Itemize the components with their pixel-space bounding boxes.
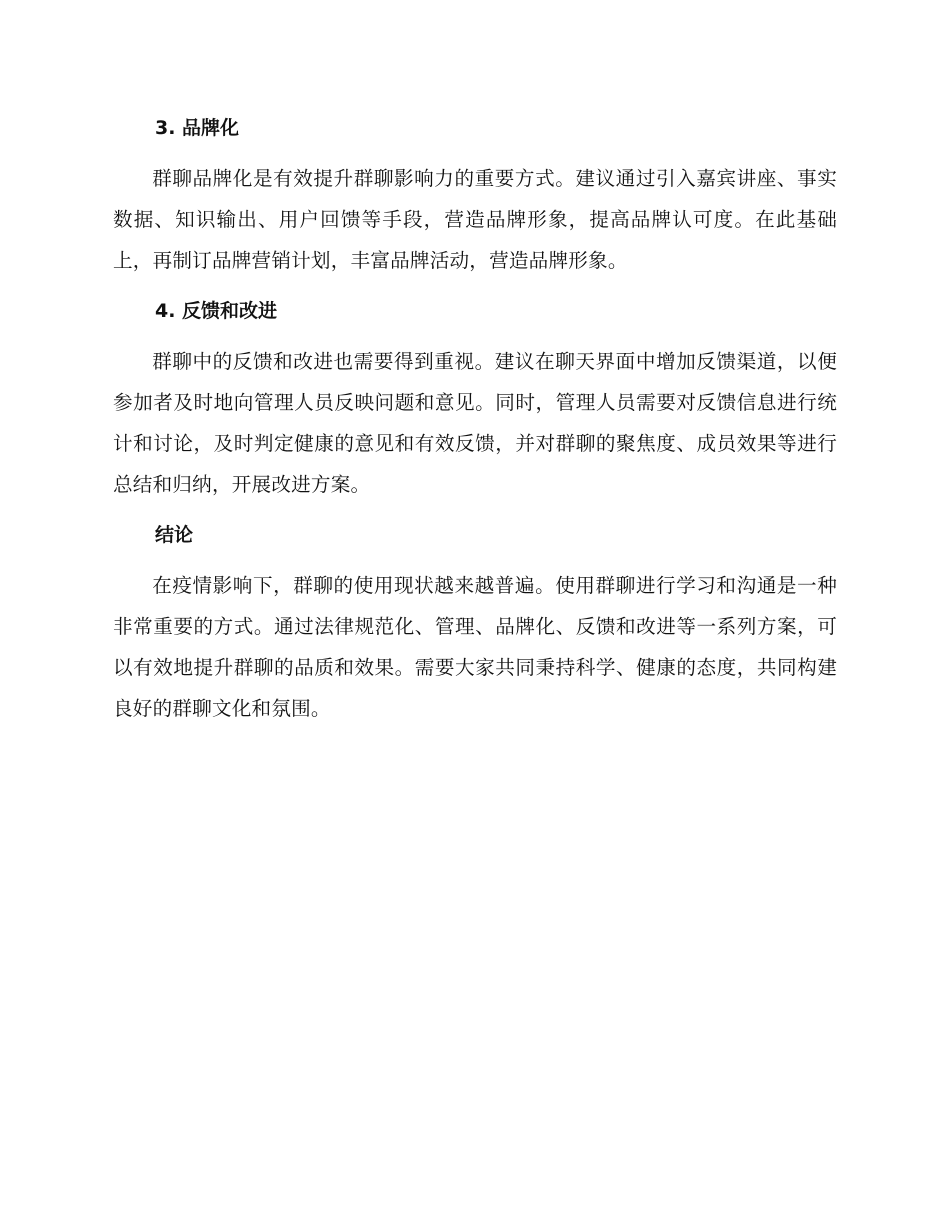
section-branding	[113, 110, 837, 281]
section-paragraph: 群聊中的反馈和改进也需要得到重视。建议在聊天界面中增加反馈渠道，以便参加者及时地向管理人员反映问题和意见。同时，管理人员需要对反馈信息进行统计和讨论，及时判定健康的意见和有效反馈，并对群聊的聚焦度、成员效果等进行总结和归纳，开展改进方案。	[113, 350, 837, 496]
section-feedback	[113, 293, 837, 505]
section-heading: 3. 品牌化	[155, 117, 240, 139]
section-paragraph: 在疫情影响下，群聊的使用现状越来越普遍。使用群聊进行学习和沟通是一种非常重要的方式。通过法律规范化、管理、品牌化、反馈和改进等一系列方案，可以有效地提升群聊的品质和效果。需要大家共同秉持科学、健康的态度，共同构建良好的群聊文化和氛围。	[113, 574, 837, 720]
document-body	[113, 110, 837, 741]
section-heading: 4. 反馈和改进	[155, 300, 278, 322]
section-paragraph: 群聊品牌化是有效提升群聊影响力的重要方式。建议通过引入嘉宾讲座、事实数据、知识输出、用户回馈等手段，营造品牌形象，提高品牌认可度。在此基础上，再制订品牌营销计划，丰富品牌活动，营造品牌形象。	[113, 167, 837, 272]
section-conclusion	[113, 517, 837, 729]
section-heading: 结论	[155, 524, 194, 546]
